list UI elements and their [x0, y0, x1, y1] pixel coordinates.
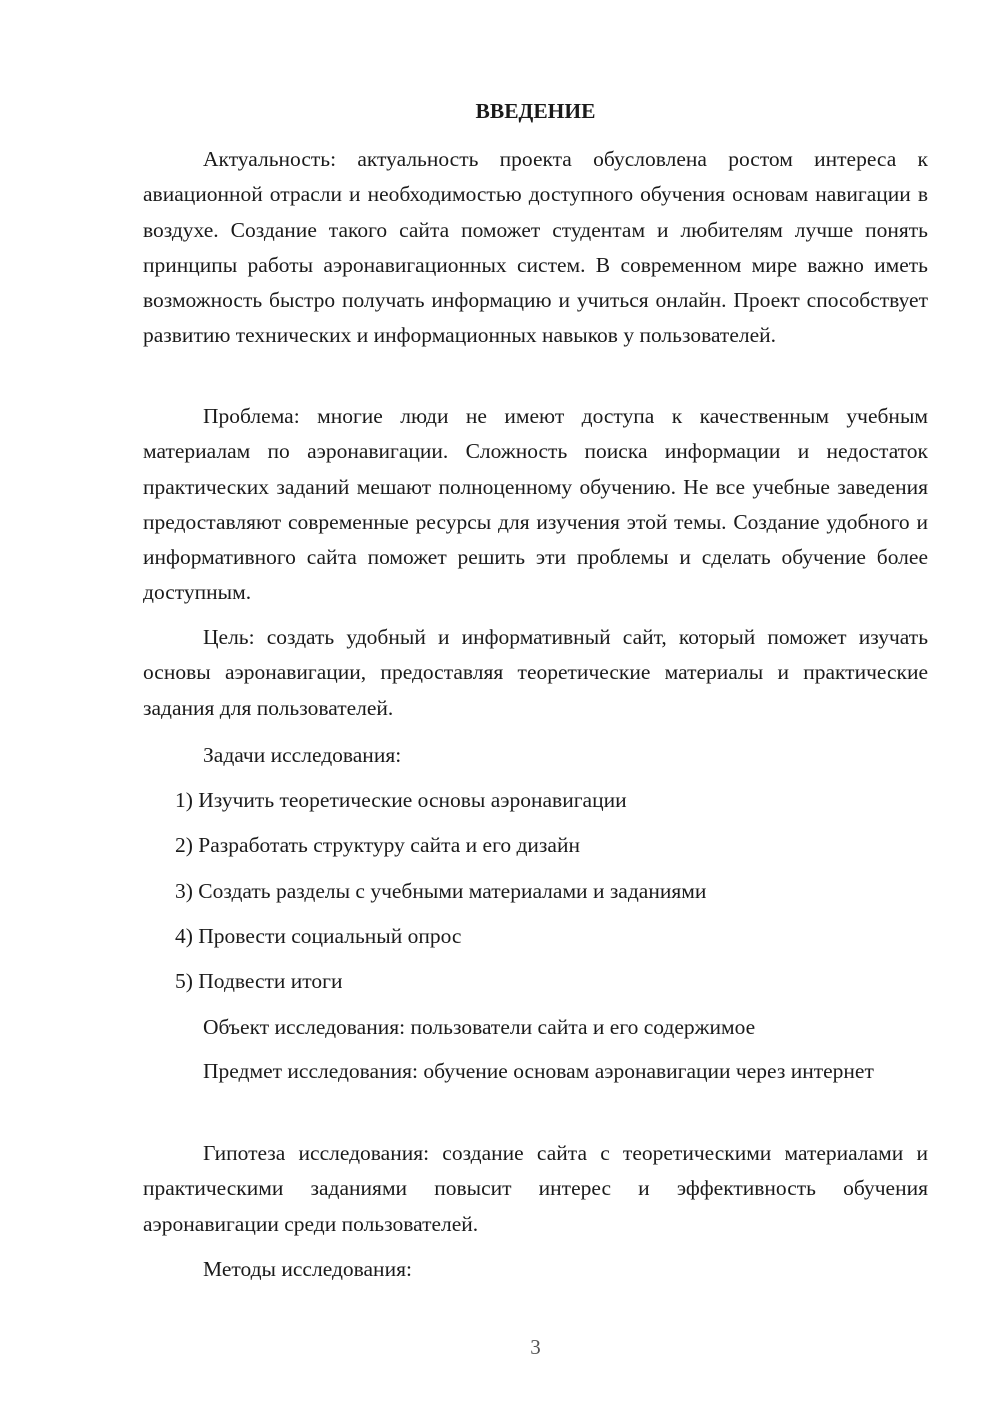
- methods-heading: Методы исследования:: [203, 1257, 412, 1281]
- hypothesis-paragraph: Гипотеза исследования: создание сайта с теоретическими материалами и практическими заданиями повысит интерес и эффективность обучения аэронавигации среди пользователей.: [143, 1141, 928, 1236]
- task-item-1: 1) Изучить теоретические основы аэронавигации: [175, 788, 627, 812]
- task-item-5: 5) Подвести итоги: [175, 969, 343, 993]
- page-title: ВВЕДЕНИЕ: [475, 99, 596, 123]
- task-item-4: 4) Провести социальный опрос: [175, 924, 462, 948]
- goal-paragraph: Цель: создать удобный и информативный сайт, который поможет изучать основы аэронавигации, предоставляя теоретические материалы и практические задания для пользователей.: [143, 625, 928, 720]
- page-number: 3: [530, 1335, 541, 1359]
- problem-paragraph: Проблема: многие люди не имеют доступа к качественным учебным материалам по аэронавигации. Сложность поиска информации и недостаток практических заданий мешают полноценному обучению. Не все учебные заведения предоставляют современные ресурсы для изучения этой темы. Создание удобного и информативного сайта поможет решить эти проблемы и сделать обучение более доступным.: [143, 404, 928, 605]
- task-item-2: 2) Разработать структуру сайта и его дизайн: [175, 833, 580, 857]
- relevance-paragraph: Актуальность: актуальность проекта обусловлена ростом интереса к авиационной отрасли и необходимостью доступного обучения основам навигации в воздухе. Создание такого сайта поможет студентам и любителям лучше понять принципы работы аэронавигационных систем. В современном мире важно иметь возможность быстро получать информацию и учиться онлайн. Проект способствует развитию технических и информационных навыков у пользователей.: [143, 147, 928, 348]
- document-page: [143, 0, 928, 1414]
- tasks-heading: Задачи исследования:: [203, 743, 402, 767]
- object-paragraph: Объект исследования: пользователи сайта и его содержимое: [203, 1015, 756, 1039]
- subject-paragraph: Предмет исследования: обучение основам аэронавигации через интернет: [203, 1059, 874, 1083]
- task-item-3: 3) Создать разделы с учебными материалами и заданиями: [175, 879, 707, 903]
